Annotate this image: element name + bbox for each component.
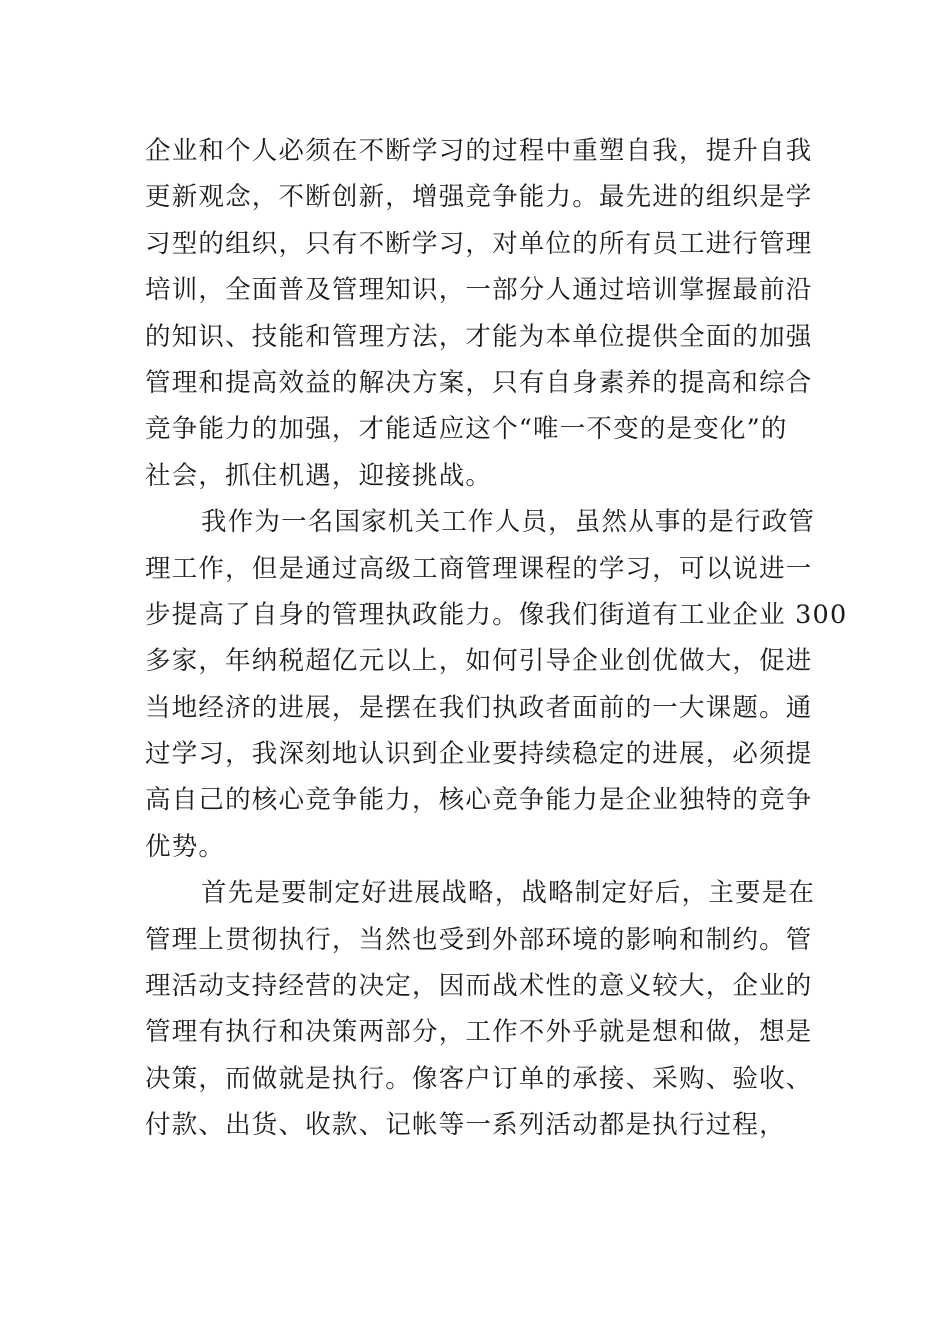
paragraph-2-line-8: 优势。 bbox=[145, 831, 226, 862]
paragraph-1-line-1: 企业和个人必须在不断学习的过程中重塑自我，提升自我 bbox=[145, 136, 813, 166]
paragraph-2-line-7: 高自己的核心竞争能力，核心竞争能力是企业独特的竞争 bbox=[145, 785, 813, 816]
paragraph-1-line-2: 更新观念，不断创新，增强竞争能力。最先进的组织是学 bbox=[145, 182, 813, 213]
paragraph-1-line-6: 管理和提高效益的解决方案，只有自身素养的提高和综合 bbox=[145, 367, 813, 398]
paragraph-2-line-1: 我作为一名国家机关工作人员，虽然从事的是行政管 bbox=[201, 507, 816, 538]
body-text bbox=[145, 128, 848, 1149]
paragraph-2-line-3: 步提高了自身的管理执政能力。像我们街道有工业企业 300 bbox=[145, 599, 848, 630]
paragraph-1-line-8: 社会，抓住机遇，迎接挑战。 bbox=[145, 460, 493, 491]
paragraph-2-line-2: 理工作，但是通过高级工商管理课程的学习，可以说进一 bbox=[145, 553, 813, 584]
paragraph-3-line-2: 管理上贯彻执行，当然也受到外部环境的影响和制约。管 bbox=[145, 924, 813, 955]
paragraph-3-line-6: 付款、出货、收款、记帐等一系列活动都是执行过程， bbox=[145, 1110, 786, 1141]
paragraph-2-line-4: 多家，年纳税超亿元以上，如何引导企业创优做大，促进 bbox=[145, 646, 813, 677]
paragraph-1-line-5: 的知识、技能和管理方法，才能为本单位提供全面的加强 bbox=[145, 321, 813, 352]
paragraph-1-line-7: 竞争能力的加强，才能适应这个“唯一不变的是变化”的 bbox=[145, 414, 788, 445]
paragraph-2-line-6: 过学习，我深刻地认识到企业要持续稳定的进展，必须提 bbox=[145, 739, 813, 770]
paragraph-3-line-5: 决策，而做就是执行。像客户订单的承接、采购、验收、 bbox=[145, 1063, 813, 1094]
paragraph-3-line-3: 理活动支持经营的决定，因而战术性的意义较大，企业的 bbox=[145, 971, 813, 1002]
paragraph-3-line-1: 首先是要制定好进展战略，战略制定好后，主要是在 bbox=[201, 878, 816, 909]
paragraph-2-line-5: 当地经济的进展，是摆在我们执政者面前的一大课题。通 bbox=[145, 692, 813, 723]
paragraph-1-line-4: 培训，全面普及管理知识，一部分人通过培训掌握最前沿 bbox=[145, 275, 813, 306]
paragraph-1-line-3: 习型的组织，只有不断学习，对单位的所有员工进行管理 bbox=[145, 228, 813, 259]
paragraph-3-line-4: 管理有执行和决策两部分，工作不外乎就是想和做，想是 bbox=[145, 1017, 813, 1048]
